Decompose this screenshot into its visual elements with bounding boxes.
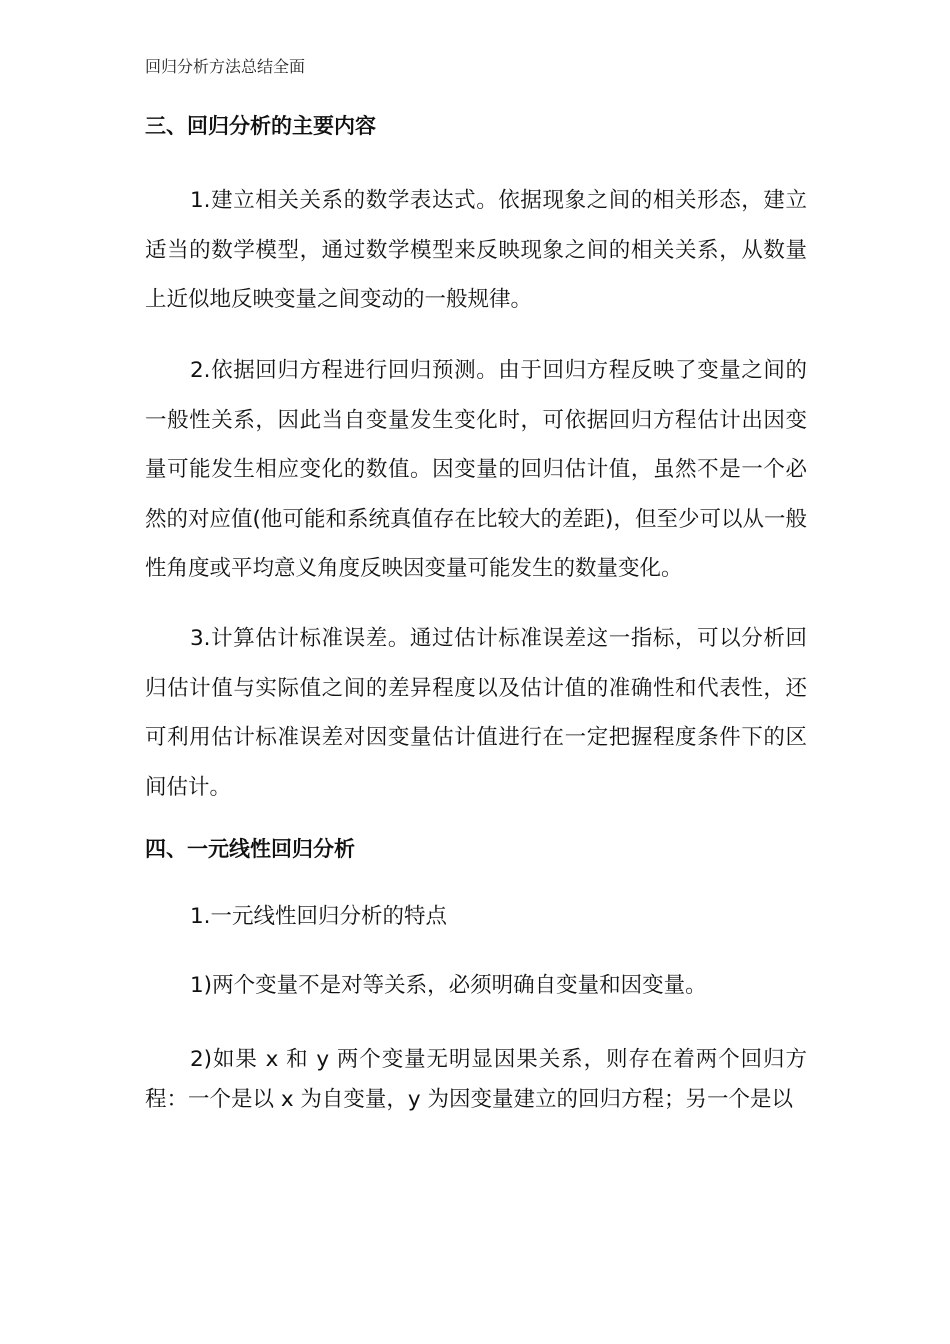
section-heading-4: 四、一元线性回归分析 xyxy=(145,837,355,861)
paragraph-3-3: 3.计算估计标准误差。通过估计标准误差这一指标，可以分析回归估计值与实际值之间的差异程度以及估计值的准确性和代表性，还可利用估计标准误差对因变量估计值进行在一定把握程度条件下的区间估计。 xyxy=(145,626,807,800)
paragraph-3-2: 2.依据回归方程进行回归预测。由于回归方程反映了变量之间的一般性关系，因此当自变量发生变化时，可依据回归方程估计出因变量可能发生相应变化的数值。因变量的回归估计值，虽然不是一个必然的对应值(他可能和系统真值存在比较大的差距)，但至少可以从一般性角度或平均意义角度反映因变量可能发生的数量变化。 xyxy=(145,358,807,582)
paragraph-3-1: 1.建立相关关系的数学表达式。依据现象之间的相关形态，建立适当的数学模型，通过数学模型来反映现象之间的相关关系，从数量上近似地反映变量之间变动的一般规律。 xyxy=(145,188,807,313)
section-heading-3: 三、回归分析的主要内容 xyxy=(145,114,376,138)
subheading-4-1: 1.一元线性回归分析的特点 xyxy=(190,904,448,929)
running-header: 回归分析方法总结全面 xyxy=(145,57,306,76)
point-2: 2)如果 x 和 y 两个变量无明显因果关系，则存在着两个回归方程：一个是以 x 为自变量，y 为因变量建立的回归方程；另一个是以 xyxy=(145,1047,807,1112)
point-1: 1)两个变量不是对等关系，必须明确自变量和因变量。 xyxy=(190,973,707,998)
